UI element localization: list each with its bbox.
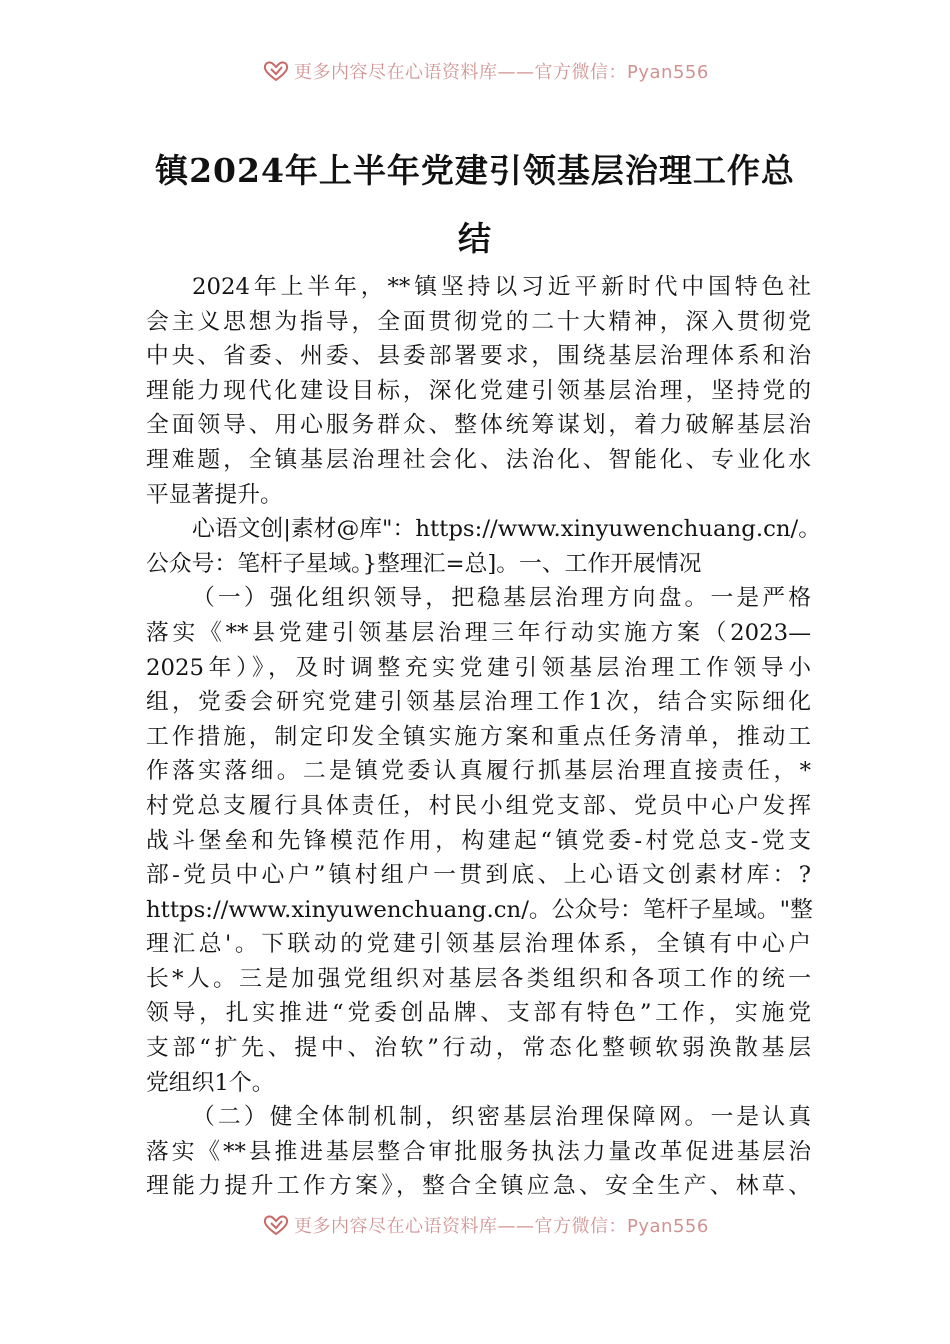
body-line: 2025年）》，及时调整充实党建引领基层治理工作领导小 — [146, 654, 811, 681]
body-line: 理难题，全镇基层治理社会化、法治化、智能化、专业化水 — [146, 446, 811, 473]
body-line: 支部“扩先、提中、治软”行动，常态化整顿软弱涣散基层 — [146, 1035, 811, 1062]
body-line: 长*人。三是加强党组织对基层各类组织和各项工作的统一 — [146, 965, 811, 992]
watermark-text: 更多内容尽在心语资料库——官方微信：Pyan556 — [294, 62, 709, 83]
document-title-line-1: 镇2024年上半年党建引领基层治理工作总 — [155, 151, 795, 190]
body-line: 村党总支履行具体责任，村民小组党支部、党员中心户发挥 — [146, 792, 811, 819]
body-line: 作落实落细。二是镇党委认真履行抓基层治理直接责任，* — [146, 758, 811, 785]
body-line: 落实《**县推进基层整合审批服务执法力量改革促进基层治 — [146, 1138, 811, 1165]
document-title-line-2: 结 — [458, 219, 492, 258]
document-body — [146, 270, 822, 1204]
watermark-footer — [262, 1212, 742, 1238]
body-line: 全面领导、用心服务群众、整体统筹谋划，着力破解基层治 — [146, 412, 811, 439]
heart-logo-icon — [262, 1214, 290, 1236]
body-line: 落实《**县党建引领基层治理三年行动实施方案（2023— — [146, 619, 811, 646]
body-line: 理能力提升工作方案》，整合全镇应急、安全生产、林草、 — [146, 1173, 811, 1200]
body-line: 中央、省委、州委、县委部署要求，围绕基层治理体系和治 — [146, 343, 811, 370]
heart-logo-icon — [262, 60, 290, 82]
body-line: 组，党委会研究党建引领基层治理工作1次，结合实际细化 — [146, 689, 811, 716]
body-line: https://www.xinyuwenchuang.cn/。公众号：笔杆子星域。"整 — [146, 896, 813, 923]
body-line: 公众号：笔杆子星域。}整理汇=总]。一、工作开展情况 — [146, 550, 702, 577]
watermark-text: 更多内容尽在心语资料库——官方微信：Pyan556 — [294, 1216, 709, 1237]
body-line: 部-党员中心户”镇村组户一贯到底、上心语文创素材库：? — [146, 862, 811, 889]
body-line: 心语文创|素材@库"：https://www.xinyuwenchuang.cn/。 — [192, 516, 822, 543]
body-line: （二）健全体制机制，织密基层治理保障网。一是认真 — [192, 1104, 811, 1131]
body-line: 工作措施，制定印发全镇实施方案和重点任务清单，推动工 — [146, 723, 811, 750]
body-line: 党组织1个。 — [146, 1069, 275, 1096]
body-line: 理汇总'。下联动的党建引领基层治理体系，全镇有中心户 — [146, 931, 811, 958]
body-line: 领导，扎实推进“党委创品牌、支部有特色”工作，实施党 — [146, 1000, 811, 1027]
body-line: 平显著提升。 — [146, 481, 283, 508]
body-line: 2024年上半年，**镇坚持以习近平新时代中国特色社 — [192, 274, 811, 300]
watermark-header — [262, 58, 742, 84]
body-line: 战斗堡垒和先锋模范作用，构建起“镇党委-村党总支-党支 — [146, 827, 811, 854]
body-line: 理能力现代化建设目标，深化党建引领基层治理，坚持党的 — [146, 377, 811, 404]
body-line: （一）强化组织领导，把稳基层治理方向盘。一是严格 — [192, 585, 811, 612]
body-line: 会主义思想为指导，全面贯彻党的二十大精神，深入贯彻党 — [146, 308, 811, 335]
